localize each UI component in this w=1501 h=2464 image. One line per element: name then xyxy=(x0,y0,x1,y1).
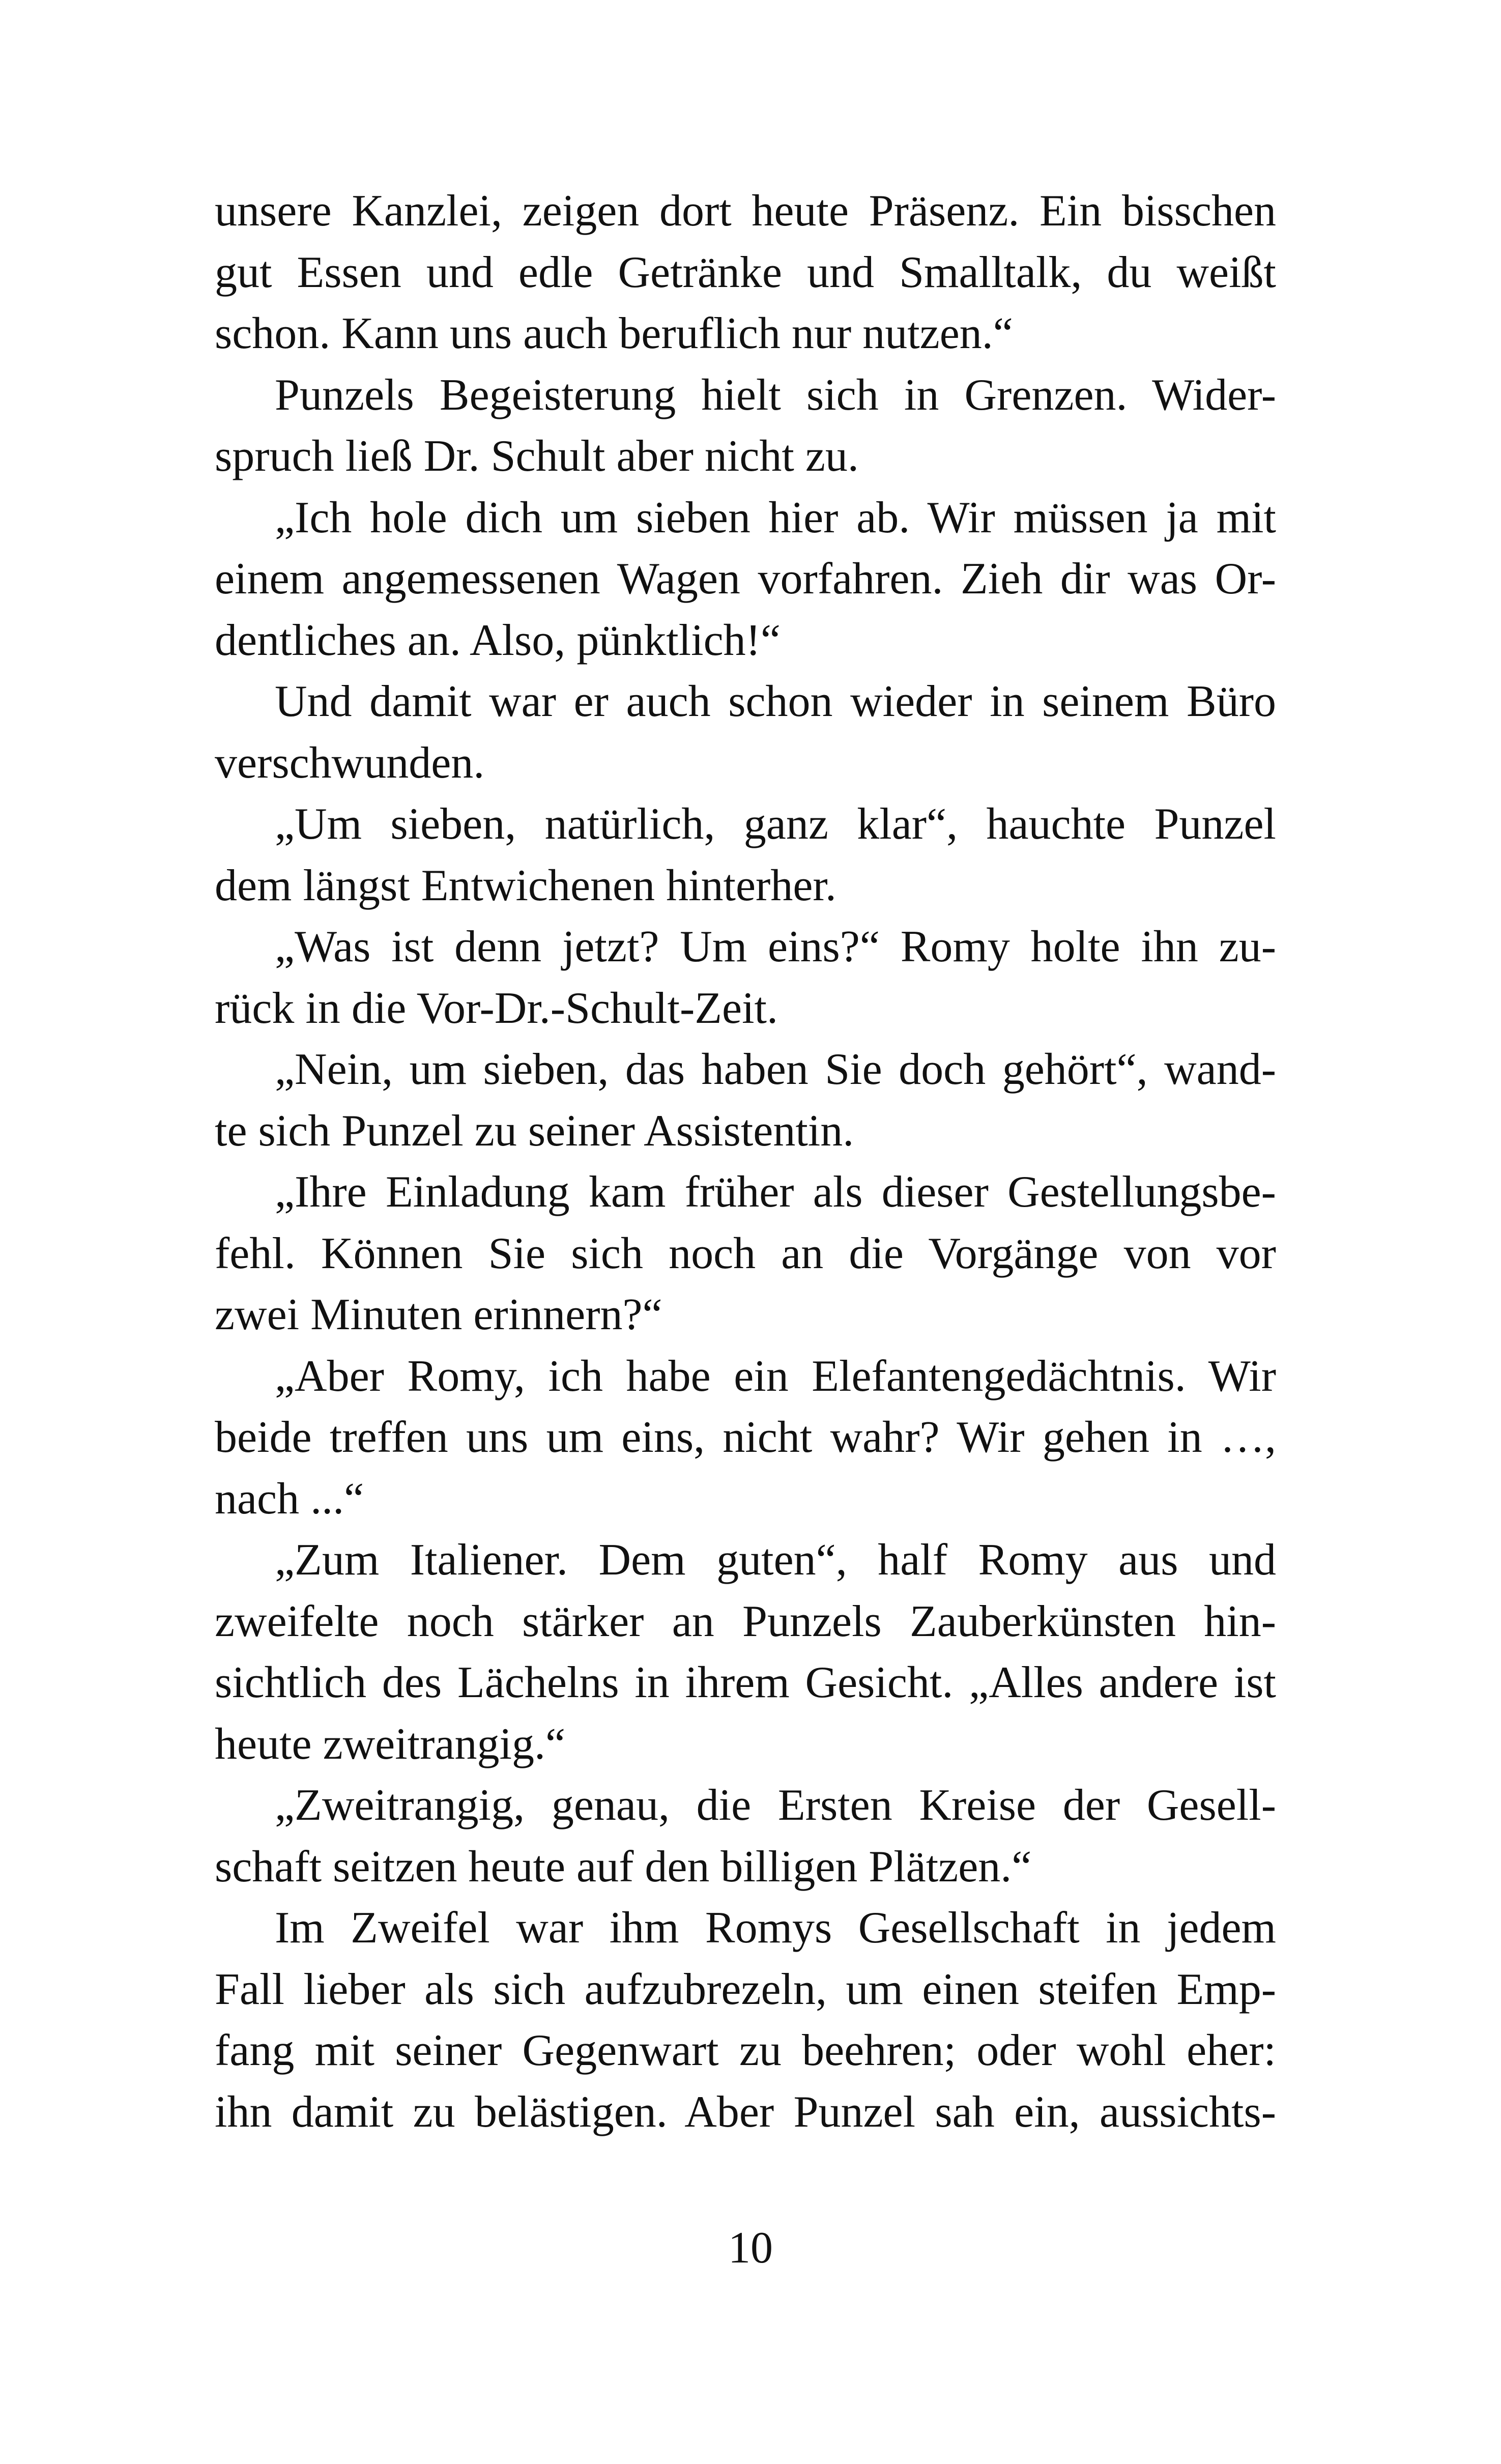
text-line: Fall lieber als sich aufzubrezeln, um einen steifen Emp- xyxy=(215,1964,1276,2014)
paragraph-first-line: „Um sieben, natürlich, ganz klar“, hauchte Punzel xyxy=(275,799,1276,849)
text-line: nach ...“ xyxy=(215,1474,364,1524)
text-line: zwei Minuten erinnern?“ xyxy=(215,1290,662,1339)
paragraph-first-line: Im Zweifel war ihm Romys Gesellschaft in jedem xyxy=(275,1903,1276,1953)
paragraph-first-line: „Nein, um sieben, das haben Sie doch gehört“, wand- xyxy=(275,1045,1276,1094)
text-line: fehl. Können Sie sich noch an die Vorgänge von vor xyxy=(215,1228,1276,1278)
paragraph-first-line: „Was ist denn jetzt? Um eins?“ Romy holte ihn zu- xyxy=(275,922,1276,971)
text-line: te sich Punzel zu seiner Assistentin. xyxy=(215,1106,854,1156)
paragraph-first-line: „Zweitrangig, genau, die Ersten Kreise der Gesell- xyxy=(275,1781,1276,1830)
text-line: spruch ließ Dr. Schult aber nicht zu. xyxy=(215,432,859,481)
paragraph-first-line: „Ihre Einladung kam früher als dieser Gestellungsbe- xyxy=(275,1167,1276,1217)
text-line: zweifelte noch stärker an Punzels Zauberkünsten hin- xyxy=(215,1596,1276,1646)
body-text xyxy=(215,181,1276,2143)
text-line: beide treffen uns um eins, nicht wahr? Wir gehen in …, xyxy=(215,1413,1276,1462)
text-line: schaft seitzen heute auf den billigen Plätzen.“ xyxy=(215,1842,1032,1892)
text-line: verschwunden. xyxy=(215,738,485,788)
page-number: 10 xyxy=(728,2223,773,2273)
text-line: ihn damit zu belästigen. Aber Punzel sah ein, aussichts- xyxy=(215,2087,1276,2137)
paragraph-first-line: „Zum Italiener. Dem guten“, half Romy aus und xyxy=(275,1535,1276,1585)
paragraph-first-line: „Ich hole dich um sieben hier ab. Wir müssen ja mit xyxy=(275,493,1276,542)
text-line: einem angemessenen Wagen vorfahren. Zieh dir was Or- xyxy=(215,554,1276,604)
text-line: gut Essen und edle Getränke und Smalltalk, du weißt xyxy=(215,247,1276,297)
text-line: dentliches an. Also, pünktlich!“ xyxy=(215,615,781,665)
text-line: dem längst Entwichenen hinterher. xyxy=(215,861,836,910)
paragraph-first-line: „Aber Romy, ich habe ein Elefantengedächtnis. Wir xyxy=(275,1351,1276,1401)
paragraph-first-line: Und damit war er auch schon wieder in seinem Büro xyxy=(275,677,1276,726)
text-line: schon. Kann uns auch beruflich nur nutzen.“ xyxy=(215,309,1013,358)
text-line: sichtlich des Lächelns in ihrem Gesicht. „Alles andere ist xyxy=(215,1658,1276,1707)
paragraph-first-line: Punzels Begeisterung hielt sich in Grenzen. Wider- xyxy=(275,370,1276,420)
text-line: unsere Kanzlei, zeigen dort heute Präsenz. Ein bisschen xyxy=(215,186,1276,236)
text-line: rück in die Vor-Dr.-Schult-Zeit. xyxy=(215,983,778,1033)
text-line: fang mit seiner Gegenwart zu beehren; oder wohl eher: xyxy=(215,2026,1276,2075)
text-line: heute zweitrangig.“ xyxy=(215,1719,566,1769)
